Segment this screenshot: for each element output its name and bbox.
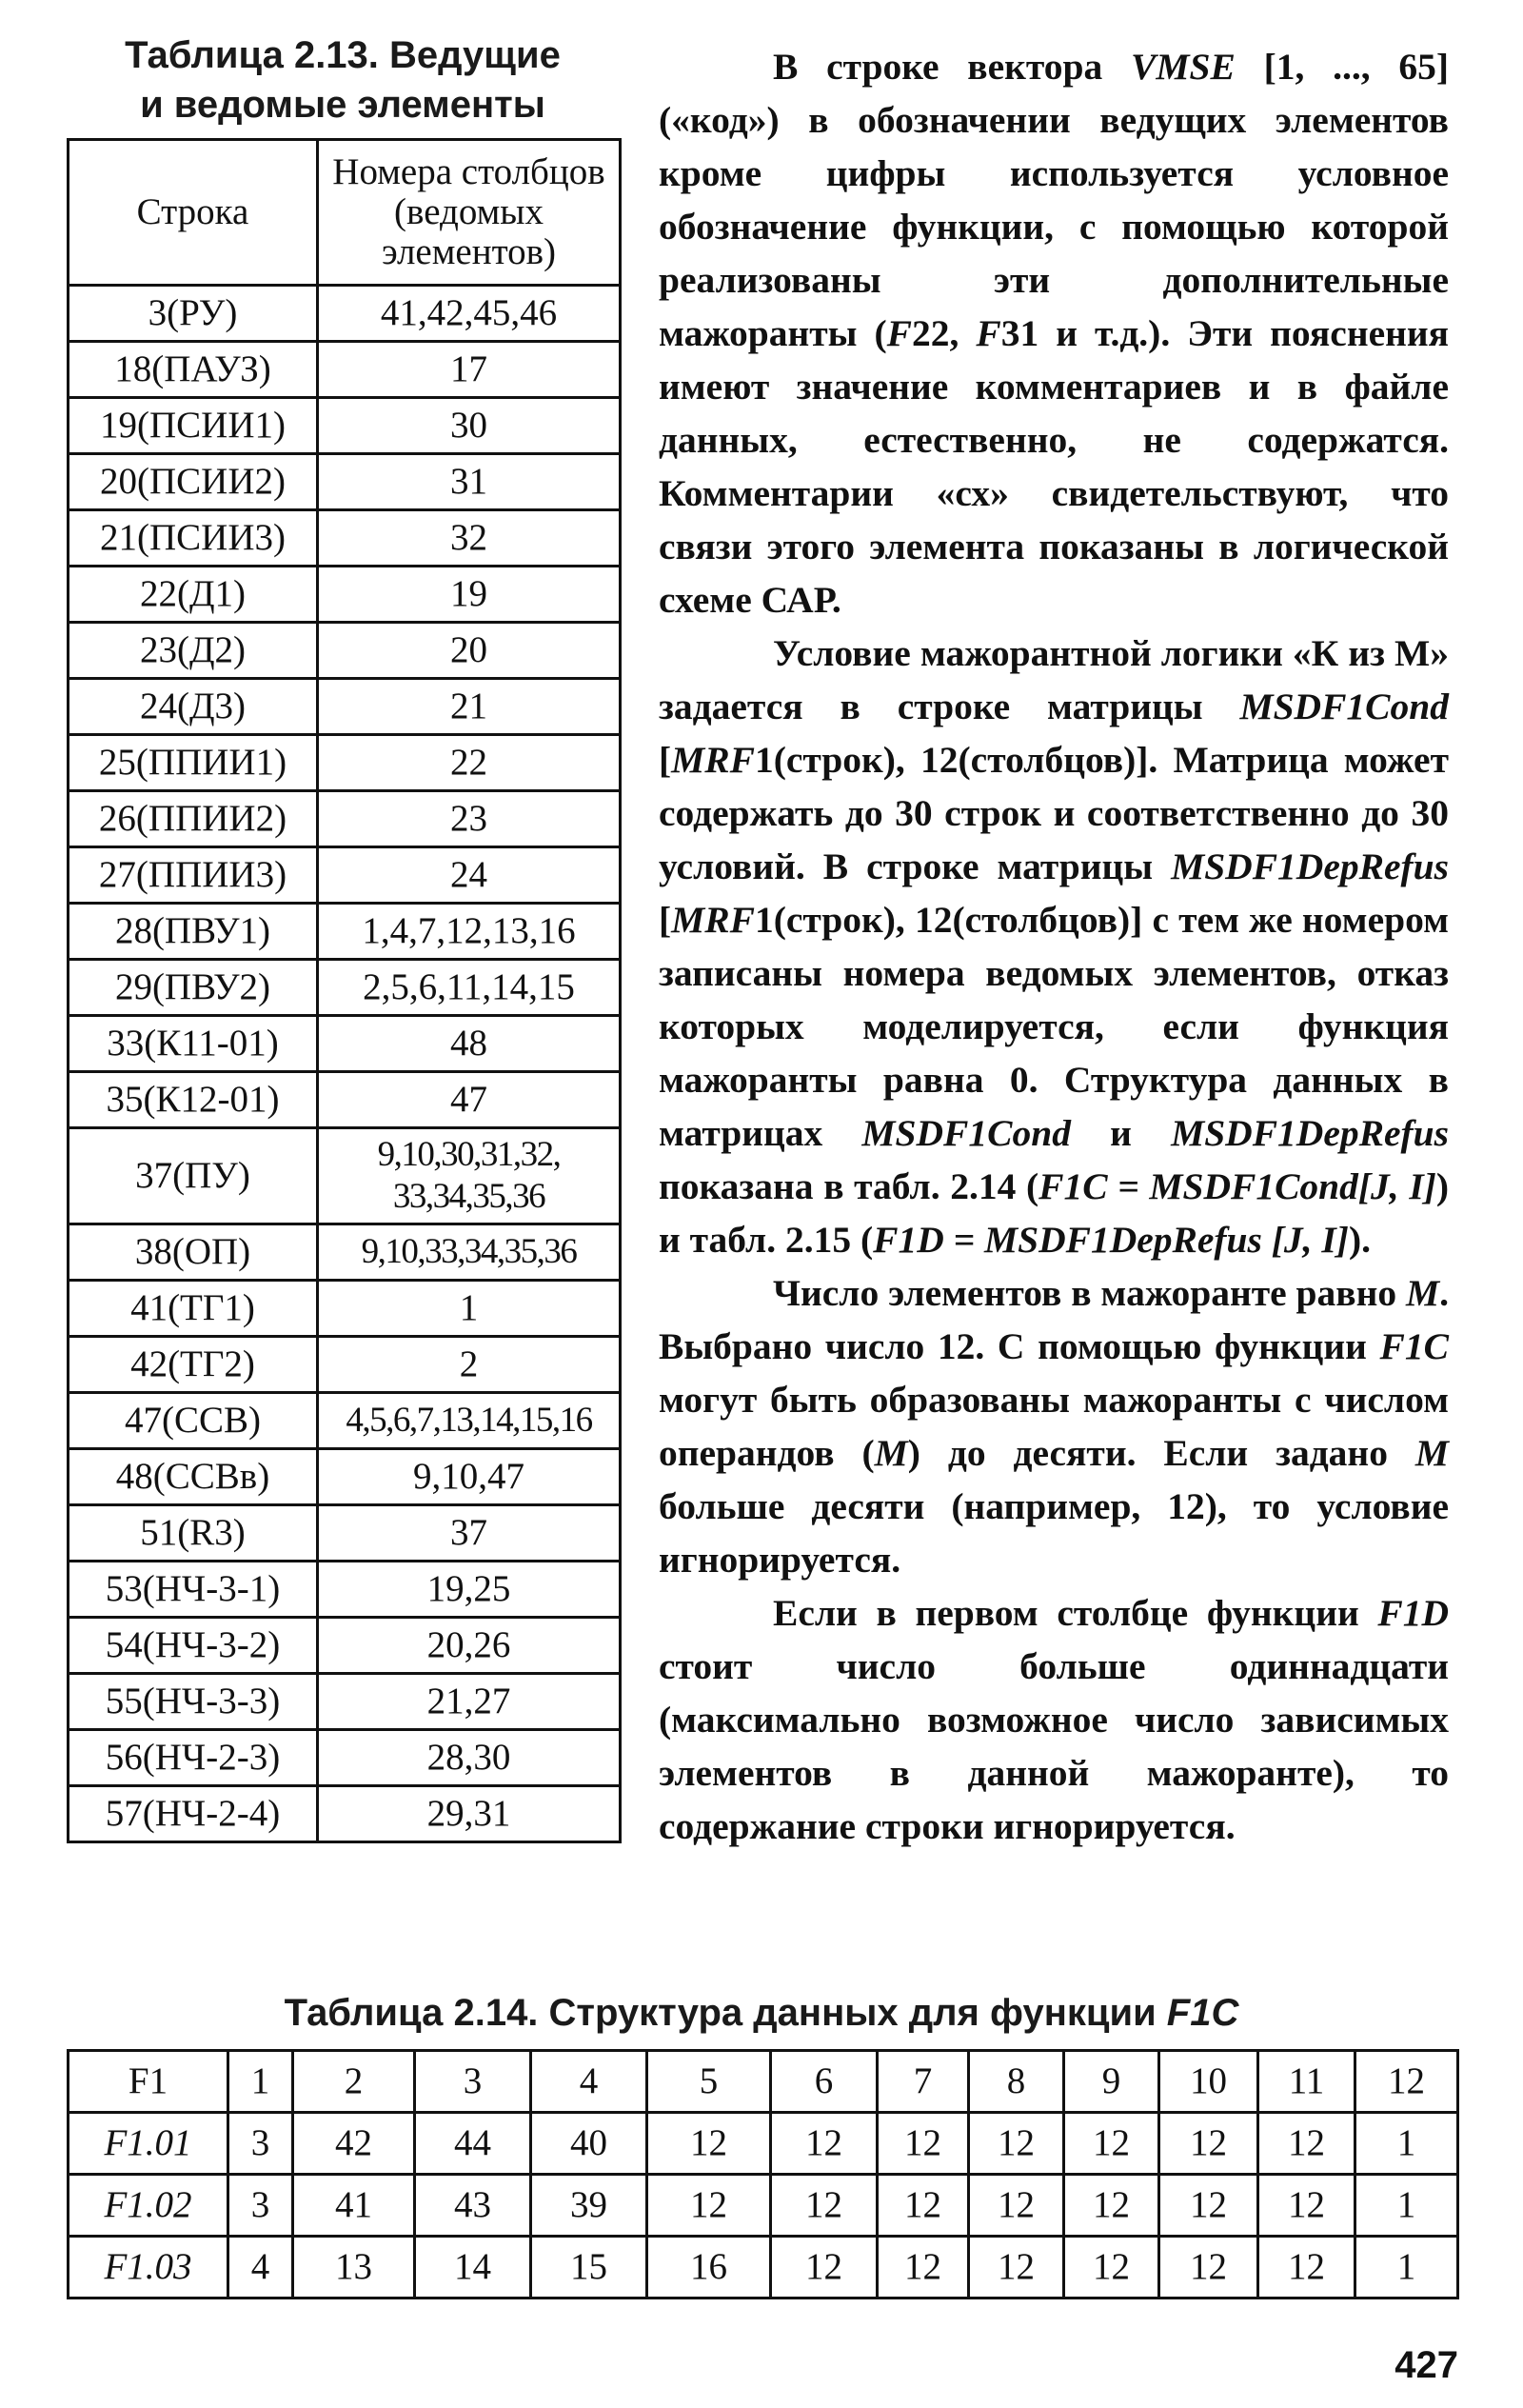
cols-cell: 41,42,45,46 <box>318 286 621 342</box>
row-label-cell: 25(ППИИ1) <box>69 735 318 791</box>
data-cell: 16 <box>647 2237 771 2299</box>
table-row <box>69 454 621 510</box>
table-row <box>69 1072 621 1128</box>
data-cell: 12 <box>1159 2113 1258 2175</box>
table-row <box>69 1337 621 1393</box>
table-row <box>69 1128 621 1224</box>
row-label-cell: 21(ПСИИ3) <box>69 510 318 567</box>
row-label-cell: 54(НЧ-3-2) <box>69 1618 318 1674</box>
data-cell: 12 <box>1258 2113 1355 2175</box>
cols-cell: 1 <box>318 1281 621 1337</box>
cols-cell: 24 <box>318 847 621 904</box>
table-row <box>69 904 621 960</box>
header-cell: 7 <box>878 2051 969 2113</box>
data-cell: 12 <box>1064 2175 1159 2237</box>
row-label-cell: 57(НЧ-2-4) <box>69 1786 318 1842</box>
table-row <box>69 1449 621 1505</box>
table-row <box>69 286 621 342</box>
cols-cell: 17 <box>318 342 621 398</box>
table-row <box>69 1224 621 1281</box>
cols-cell: 9,10,30,31,32, 33,34,35,36 <box>318 1128 621 1224</box>
row-label-cell: 33(К11-01) <box>69 1016 318 1072</box>
row-label-cell: 23(Д2) <box>69 623 318 679</box>
table-row <box>69 1618 621 1674</box>
header-cell: F1 <box>69 2051 228 2113</box>
cols-cell: 9,10,33,34,35,36 <box>318 1224 621 1281</box>
cols-cell: 28,30 <box>318 1730 621 1786</box>
data-cell: 4 <box>228 2237 293 2299</box>
row-label-cell: 47(ССВ) <box>69 1393 318 1449</box>
cols-cell: 1,4,7,12,13,16 <box>318 904 621 960</box>
table-row <box>69 1562 621 1618</box>
table-row <box>69 1786 621 1842</box>
data-cell: 12 <box>969 2175 1064 2237</box>
cols-cell: 30 <box>318 398 621 454</box>
table-row <box>69 791 621 847</box>
data-cell: 3 <box>228 2175 293 2237</box>
cols-cell: 20,26 <box>318 1618 621 1674</box>
header-row-label: Строка <box>69 140 318 286</box>
header-cell: 9 <box>1064 2051 1159 2113</box>
table-header-row <box>69 140 621 286</box>
cols-cell: 32 <box>318 510 621 567</box>
table-row <box>69 1674 621 1730</box>
row-label-cell: 41(ТГ1) <box>69 1281 318 1337</box>
header-cell: 6 <box>771 2051 878 2113</box>
table-row <box>69 398 621 454</box>
table-2-13-caption-line2: и ведомые элементы <box>140 84 545 126</box>
data-cell: 12 <box>969 2237 1064 2299</box>
row-label-cell: 18(ПАУЗ) <box>69 342 318 398</box>
body-text <box>659 40 1449 1853</box>
table-row <box>69 510 621 567</box>
header-cell: 2 <box>293 2051 415 2113</box>
data-cell: 12 <box>647 2175 771 2237</box>
table-row <box>69 1393 621 1449</box>
table-2-13-caption <box>67 30 619 129</box>
row-label-cell: 53(НЧ-3-1) <box>69 1562 318 1618</box>
header-cell: 5 <box>647 2051 771 2113</box>
row-label-cell: 51(R3) <box>69 1505 318 1562</box>
data-cell: 12 <box>1064 2237 1159 2299</box>
cols-cell: 37 <box>318 1505 621 1562</box>
paragraph-1: В строке вектора VMSE [1, ..., 65] («код») в обозначении ведущих элементов кроме цифры используется условное обозначение функции, с помощью которой реализованы эти дополнительные мажоранты (F22, F31 и т.д.). Эти пояснения имеют значение комментариев и в файле данных, естественно, не содержатся. Комментарии «сх» свидетельствуют, что связи этого элемента показаны в логической схеме САР. <box>659 46 1449 621</box>
table-row <box>69 2113 1458 2175</box>
data-cell: 12 <box>1258 2237 1355 2299</box>
table-row <box>69 2237 1458 2299</box>
header-cell: 11 <box>1258 2051 1355 2113</box>
row-label-cell: 28(ПВУ1) <box>69 904 318 960</box>
paragraph-2: Условие мажорантной логики «К из М» задается в строке матрицы MSDF1Cond [MRF1(строк), 12(столбцов)]. Матрица может содержать до 30 строк и соответственно до 30 условий. В строке матрицы MSDF1DepRefus [MRF1(строк), 12(столбцов)] с тем же номером записаны номера ведомых элементов, отказ которых моделируется, если функция мажоранты равна 0. Структура данных в матрицах MSDF1Cond и MSDF1DepRefus показана в табл. 2.14 (F1C = MSDF1Cond[J, I]) и табл. 2.15 (F1D = MSDF1DepRefus [J, I]). <box>659 632 1450 1261</box>
table-row <box>69 735 621 791</box>
row-label-cell: 20(ПСИИ2) <box>69 454 318 510</box>
table-row <box>69 623 621 679</box>
cols-cell: 2,5,6,11,14,15 <box>318 960 621 1016</box>
header-cell: 4 <box>531 2051 647 2113</box>
data-cell: 13 <box>293 2237 415 2299</box>
header-cell: 3 <box>415 2051 531 2113</box>
cols-cell: 21,27 <box>318 1674 621 1730</box>
data-cell: 12 <box>771 2113 878 2175</box>
table-2-13-caption-line1: Таблица 2.13. Ведущие <box>125 34 561 76</box>
table-row <box>69 679 621 735</box>
cols-cell: 4,5,6,7,13,14,15,16 <box>318 1393 621 1449</box>
row-label-cell: 38(ОП) <box>69 1224 318 1281</box>
cols-cell: 19 <box>318 567 621 623</box>
row-label-cell: 19(ПСИИ1) <box>69 398 318 454</box>
cols-cell: 31 <box>318 454 621 510</box>
row-label-cell: 55(НЧ-3-3) <box>69 1674 318 1730</box>
cols-cell: 48 <box>318 1016 621 1072</box>
cols-cell: 19,25 <box>318 1562 621 1618</box>
data-cell: 3 <box>228 2113 293 2175</box>
row-label-cell: 37(ПУ) <box>69 1128 318 1224</box>
row-header-cell: F1.03 <box>69 2237 228 2299</box>
table-row <box>69 342 621 398</box>
row-label-cell: 35(К12-01) <box>69 1072 318 1128</box>
row-label-cell: 29(ПВУ2) <box>69 960 318 1016</box>
data-cell: 12 <box>1159 2175 1258 2237</box>
data-cell: 39 <box>531 2175 647 2237</box>
data-cell: 1 <box>1355 2175 1458 2237</box>
row-label-cell: 48(ССВв) <box>69 1449 318 1505</box>
data-cell: 12 <box>1064 2113 1159 2175</box>
header-cell: 8 <box>969 2051 1064 2113</box>
table-2-14-body <box>69 2051 1458 2299</box>
data-cell: 12 <box>771 2175 878 2237</box>
cols-cell: 29,31 <box>318 1786 621 1842</box>
data-cell: 12 <box>1159 2237 1258 2299</box>
row-label-cell: 24(Д3) <box>69 679 318 735</box>
table-row <box>69 1730 621 1786</box>
data-cell: 12 <box>878 2237 969 2299</box>
header-cell: 10 <box>1159 2051 1258 2113</box>
row-label-cell: 22(Д1) <box>69 567 318 623</box>
data-cell: 12 <box>878 2175 969 2237</box>
data-cell: 12 <box>1258 2175 1355 2237</box>
table-2-14-caption: Таблица 2.14. Структура данных для функции F1C <box>284 1992 1239 2034</box>
cols-cell: 47 <box>318 1072 621 1128</box>
data-cell: 14 <box>415 2237 531 2299</box>
header-cell: 1 <box>228 2051 293 2113</box>
table-row <box>69 960 621 1016</box>
row-header-cell: F1.02 <box>69 2175 228 2237</box>
data-cell: 1 <box>1355 2237 1458 2299</box>
cols-cell: 22 <box>318 735 621 791</box>
cols-cell: 20 <box>318 623 621 679</box>
data-cell: 12 <box>647 2113 771 2175</box>
row-label-cell: 26(ППИИ2) <box>69 791 318 847</box>
data-cell: 12 <box>969 2113 1064 2175</box>
table-row <box>69 2175 1458 2237</box>
table-row <box>69 567 621 623</box>
table-2-13-body <box>69 286 621 1842</box>
data-cell: 41 <box>293 2175 415 2237</box>
row-label-cell: 42(ТГ2) <box>69 1337 318 1393</box>
table-2-13 <box>67 138 622 1843</box>
row-label-cell: 3(РУ) <box>69 286 318 342</box>
table-row <box>69 1281 621 1337</box>
data-cell: 12 <box>878 2113 969 2175</box>
data-cell: 1 <box>1355 2113 1458 2175</box>
paragraph-4: Если в первом столбце функции F1D стоит число больше одиннадцати (максимально возможное число зависимых элементов в данной мажоранте), то содержание строки игнорируется. <box>659 1592 1449 1847</box>
cols-cell: 9,10,47 <box>318 1449 621 1505</box>
row-label-cell: 56(НЧ-2-3) <box>69 1730 318 1786</box>
page-number: 427 <box>1394 2344 1458 2386</box>
data-cell: 15 <box>531 2237 647 2299</box>
cols-cell: 23 <box>318 791 621 847</box>
row-label-cell: 27(ППИИ3) <box>69 847 318 904</box>
data-cell: 44 <box>415 2113 531 2175</box>
table-row <box>69 1016 621 1072</box>
cols-cell: 21 <box>318 679 621 735</box>
cols-cell: 2 <box>318 1337 621 1393</box>
data-cell: 43 <box>415 2175 531 2237</box>
data-cell: 42 <box>293 2113 415 2175</box>
header-cols-label: Номера столбцов (ведомых элементов) <box>318 140 621 286</box>
paragraph-3: Число элементов в мажоранте равно М. Выбрано число 12. С помощью функции F1C могут быть образованы мажоранты с числом операндов (М) до десяти. Если задано М больше десяти (например, 12), то условие игнорируется. <box>659 1272 1449 1581</box>
row-header-cell: F1.01 <box>69 2113 228 2175</box>
table-header-row <box>69 2051 1458 2113</box>
table-row <box>69 1505 621 1562</box>
table-2-14 <box>67 2049 1459 2299</box>
header-cell: 12 <box>1355 2051 1458 2113</box>
data-cell: 12 <box>771 2237 878 2299</box>
table-row <box>69 847 621 904</box>
data-cell: 40 <box>531 2113 647 2175</box>
